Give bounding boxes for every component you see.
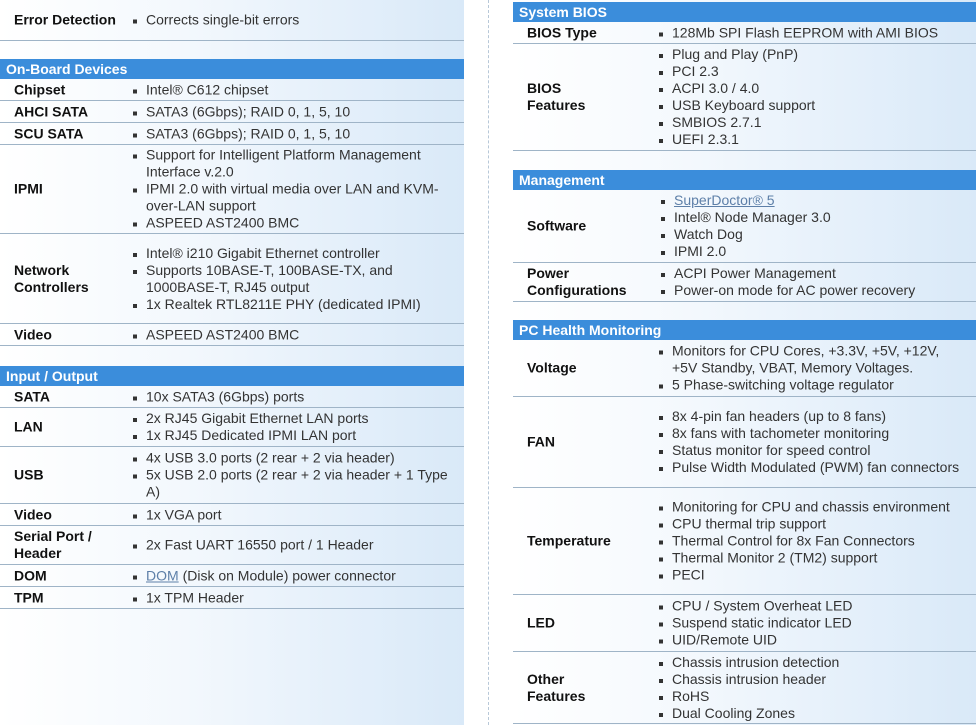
spec-row-tpm: [0, 587, 464, 609]
spec-value: 1x TPM Header: [132, 589, 452, 606]
spec-values: [132, 245, 452, 313]
spec-value: 5 Phase-switching voltage regulator: [658, 377, 968, 394]
spec-values: [658, 499, 968, 584]
spec-values: [132, 103, 452, 120]
spec-row-chipset: [0, 79, 464, 101]
section-header: PC Health Monitoring: [513, 320, 976, 340]
spec-value: 1x Realtek RTL8211E PHY (dedicated IPMI): [132, 296, 452, 313]
spec-value: Status monitor for speed control: [658, 442, 968, 459]
spec-value: Support for Intelligent Platform Management Interface v.2.0: [132, 147, 452, 181]
spec-row-ipmi: [0, 145, 464, 234]
spec-value: UEFI 2.3.1: [658, 131, 968, 148]
spec-label: Serial Port / Header: [14, 528, 92, 561]
section-header: System BIOS: [513, 2, 976, 22]
spec-value: SATA3 (6Gbps); RAID 0, 1, 5, 10: [132, 103, 452, 120]
spec-label: LAN: [14, 418, 43, 435]
spec-value: UID/Remote UID: [658, 632, 968, 649]
spec-label: Video: [14, 326, 52, 342]
superdoctor-link[interactable]: SuperDoctor® 5: [674, 192, 775, 208]
spec-label: LED: [527, 614, 555, 631]
spec-row-led: [513, 595, 976, 652]
spec-value: Supports 10BASE-T, 100BASE-TX, and 1000BASE-T, RJ45 output: [132, 262, 452, 296]
section-header: On-Board Devices: [0, 59, 464, 79]
spec-value: Pulse Width Modulated (PWM) fan connectors: [658, 459, 968, 476]
spec-values: [132, 12, 452, 29]
spec-label: Error Detection: [14, 11, 116, 28]
spec-value: [660, 192, 970, 209]
pc-health-section: [513, 320, 976, 724]
right-spec-column: [513, 0, 976, 725]
spec-value: 8x fans with tachometer monitoring: [658, 425, 968, 442]
spec-value: Suspend static indicator LED: [658, 615, 968, 632]
spec-values: [132, 506, 452, 523]
spec-values: [658, 408, 968, 476]
spec-value: Monitors for CPU Cores, +3.3V, +5V, +12V, +5V Standby, VBAT, Memory Voltages.: [658, 343, 968, 377]
spec-row-error-detection: [0, 0, 464, 41]
spec-value: Intel® C612 chipset: [132, 81, 452, 98]
spec-value: 10x SATA3 (6Gbps) ports: [132, 388, 452, 405]
spec-value: 2x RJ45 Gigabit Ethernet LAN ports: [132, 410, 452, 427]
spec-row-power-configurations: [513, 263, 976, 302]
spec-value: Power-on mode for AC power recovery: [660, 282, 970, 299]
spec-value: Dual Cooling Zones: [658, 705, 968, 722]
spec-values: [132, 326, 452, 343]
spec-value: Chassis intrusion detection: [658, 654, 968, 671]
spec-label: TPM: [14, 589, 44, 605]
spec-value: ASPEED AST2400 BMC: [132, 215, 452, 232]
spec-value: CPU thermal trip support: [658, 516, 968, 533]
spec-value: 1x RJ45 Dedicated IPMI LAN port: [132, 427, 452, 444]
spec-values: [132, 410, 452, 444]
spec-values: [660, 192, 970, 260]
spec-value: SATA3 (6Gbps); RAID 0, 1, 5, 10: [132, 125, 452, 142]
spec-value: 2x Fast UART 16550 port / 1 Header: [132, 537, 452, 554]
spec-values: [658, 343, 968, 394]
spec-value: 8x 4-pin fan headers (up to 8 fans): [658, 408, 968, 425]
spec-value: Thermal Control for 8x Fan Connectors: [658, 533, 968, 550]
spec-value: USB Keyboard support: [658, 97, 968, 114]
spec-value: ACPI 3.0 / 4.0: [658, 80, 968, 97]
system-bios-section: [513, 2, 976, 151]
spec-label: Network Controllers: [14, 261, 89, 295]
spec-value: Intel® Node Manager 3.0: [660, 209, 970, 226]
spec-row-video-port: [0, 504, 464, 526]
spec-row-software: [513, 190, 976, 263]
spec-value: Intel® i210 Gigabit Ethernet controller: [132, 245, 452, 262]
spec-value: 128Mb SPI Flash EEPROM with AMI BIOS: [658, 24, 968, 41]
spec-label: SATA: [14, 388, 51, 404]
spec-value: Monitoring for CPU and chassis environment: [658, 499, 968, 516]
spec-value: ASPEED AST2400 BMC: [132, 326, 452, 343]
spec-row-network-controllers: [0, 234, 464, 324]
spec-value: CPU / System Overheat LED: [658, 598, 968, 615]
spec-value: IPMI 2.0: [660, 243, 970, 260]
spec-label: SCU SATA: [14, 125, 84, 141]
onboard-devices-section: [0, 59, 464, 346]
spec-row-voltage: [513, 340, 976, 397]
spec-label: Chipset: [14, 81, 66, 97]
spec-value: 4x USB 3.0 ports (2 rear + 2 via header): [132, 450, 452, 467]
spec-label: USB: [14, 466, 44, 483]
spec-label: Software: [527, 217, 587, 234]
spec-values: [132, 81, 452, 98]
section-header: Input / Output: [0, 366, 464, 386]
spec-values: [658, 46, 968, 148]
spec-values: [132, 589, 452, 606]
spec-row-sata: [0, 386, 464, 408]
spec-row-dom: [0, 565, 464, 587]
dom-description: (Disk on Module) power connector: [182, 567, 396, 583]
memory-section-tail: [0, 0, 464, 41]
management-section: [513, 170, 976, 302]
spec-value: SMBIOS 2.7.1: [658, 114, 968, 131]
spec-row-usb: [0, 447, 464, 504]
spec-value: Thermal Monitor 2 (TM2) support: [658, 550, 968, 567]
spec-values: [132, 537, 452, 554]
spec-value: 1x VGA port: [132, 506, 452, 523]
dom-link[interactable]: DOM: [146, 567, 179, 583]
spec-row-other-features: [513, 652, 976, 724]
spec-values: [658, 24, 968, 41]
spec-value: [132, 567, 452, 584]
spec-values: [660, 265, 970, 299]
spec-values: [132, 450, 452, 501]
spec-row-temperature: [513, 488, 976, 595]
spec-label: Temperature: [527, 532, 611, 549]
spec-row-fan: [513, 397, 976, 488]
spec-values: [658, 598, 968, 649]
spec-label: DOM: [14, 567, 47, 583]
spec-label: Power Configurations: [527, 265, 627, 298]
input-output-section: [0, 366, 464, 609]
spec-row-lan: [0, 408, 464, 447]
spec-value: Corrects single-bit errors: [132, 12, 452, 29]
spec-value: IPMI 2.0 with virtual media over LAN and KVM-over-LAN support: [132, 181, 452, 215]
spec-label: BIOS Type: [527, 24, 597, 40]
spec-value: PECI: [658, 567, 968, 584]
spec-values: [132, 567, 452, 584]
spec-row-bios-type: [513, 22, 976, 44]
spec-value: PCI 2.3: [658, 63, 968, 80]
spec-value: Watch Dog: [660, 226, 970, 243]
spec-row-ahci-sata: [0, 101, 464, 123]
spec-label: Other Features: [527, 670, 586, 704]
spec-value: Plug and Play (PnP): [658, 46, 968, 63]
spec-label: AHCI SATA: [14, 103, 89, 119]
spec-row-scu-sata: [0, 123, 464, 145]
spec-values: [658, 654, 968, 722]
spec-values: [132, 147, 452, 232]
left-spec-column: [0, 0, 464, 725]
section-header: Management: [513, 170, 976, 190]
spec-value: 5x USB 2.0 ports (2 rear + 2 via header + 1 Type A): [132, 467, 452, 501]
spec-label: IPMI: [14, 180, 43, 197]
spec-row-serial-port: [0, 526, 464, 565]
spec-values: [132, 125, 452, 142]
spec-row-video: [0, 324, 464, 346]
spec-values: [132, 388, 452, 405]
spec-value: ACPI Power Management: [660, 265, 970, 282]
spec-value: RoHS: [658, 688, 968, 705]
spec-label: FAN: [527, 433, 555, 450]
spec-label: Video: [14, 506, 52, 522]
spec-label: BIOS Features: [527, 80, 586, 113]
column-divider: [488, 0, 489, 725]
spec-label: Voltage: [527, 359, 577, 376]
spec-value: Chassis intrusion header: [658, 671, 968, 688]
spec-row-bios-features: [513, 44, 976, 151]
